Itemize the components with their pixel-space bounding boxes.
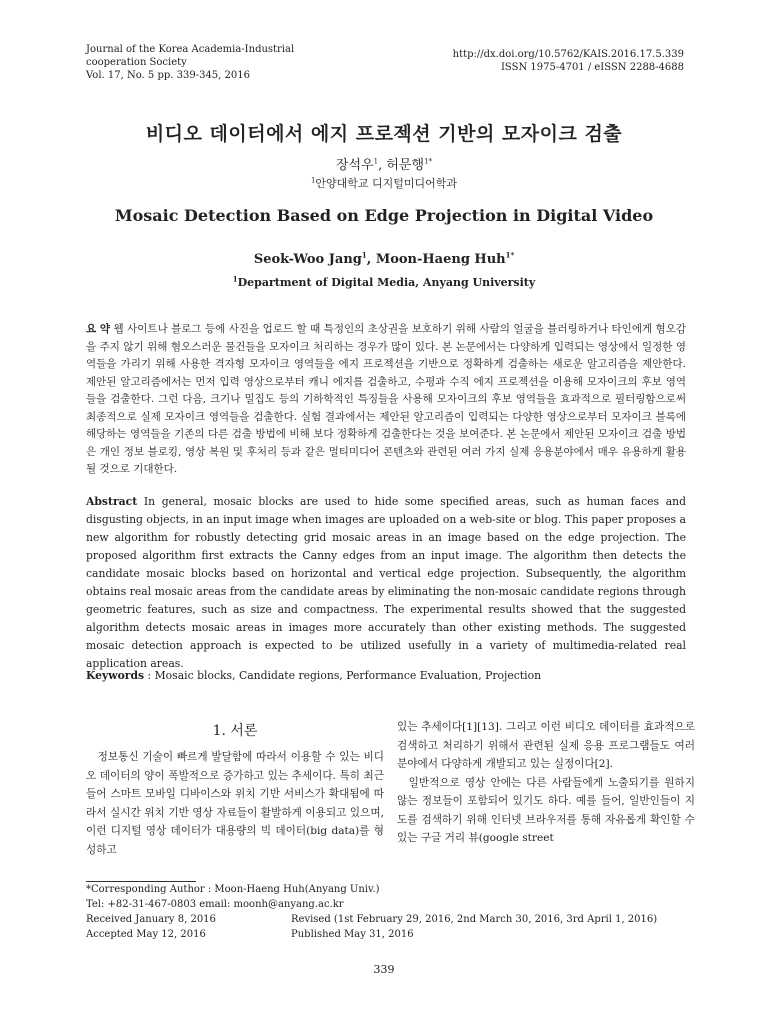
keywords-label: Keywords <box>86 669 145 682</box>
author1-en: Seok-Woo Jang <box>253 252 362 267</box>
title-korean: 비디오 데이터에서 에지 프로젝션 기반의 모자이크 검출 <box>145 123 623 145</box>
footnote-divider <box>86 881 196 882</box>
journal-name-line2: cooperation Society <box>86 57 187 68</box>
doi-link[interactable]: http://dx.doi.org/10.5762/KAIS.2016.17.5.339 <box>452 49 684 60</box>
abstract-ko-text: 웹 사이트나 블로그 등에 사진을 업로드 할 때 특정인의 초상권을 보호하기 위해 사람의 얼굴을 블러링하거나 타인에게 혐오감을 주지 않기 위해 혐오스러운 물건들을 모자이크 처리하는 경우가 많이 있다. 본 논문에서는 다양하게 입력되는 영상에서 일정한 영역들을 가리기 위해 사용한 격자형 모자이크 영역들을 에지 프로젝션을 기반으로 정확하게 검출하는 새로운 알고리즘을 제안한다. 제안된 알고리즘에서는 먼저 입력 영상으로부터 캐니 에지를 검출하고, 수평과 수직 에지 프로젝션을 이용해 모자이크의 후보 영역들을 검출한다. 그런 다음, 크기나 밀집도 등의 기하학적인 특징들을 사용해 모자이크의 후보 영역들을 효과적으로 필터링함으로써 최종적으로 실제 모자이크 영역들을 검출한다. 실험 결과에서는 제안된 알고리즘이 입력되는 다양한 영상으로부터 모자이크 블록에 해당하는 영역들을 기존의 다른 검출 방법에 비해 보다 정확하게 검출한다는 것을 보여준다. 본 논문에서 제안된 모자이크 검출 방법은 개인 정보 블로킹, 영상 복원 및 후처리 등과 같은 멀티미디어 콘텐츠와 관련된 여러 가지 실제 응용분야에서 매우 유용하게 활용될 것으로 기대한다. <box>86 323 686 475</box>
affil-en-sup: 1 <box>232 274 238 284</box>
body-paragraph: 있는 추세이다[1][13]. 그리고 이런 비디오 데이터를 효과적으로 검색하고 처리하기 위해서 관련된 실제 응용 프로그램들도 여러 분야에서 다양하게 개발되고 있는 실정이다[2]. <box>397 721 695 770</box>
author1-en-sup: 1 <box>361 250 367 260</box>
affiliation-korean <box>0 175 768 191</box>
footnote-dates-2 <box>86 928 706 941</box>
affil-ko-sup: 1 <box>310 176 316 185</box>
doi-info <box>364 48 684 74</box>
author2-en: Moon-Haeng Huh <box>375 252 506 267</box>
published-date: Published May 31, 2016 <box>291 929 414 940</box>
author1-ko: 장석우 <box>335 158 374 173</box>
title-english: Mosaic Detection Based on Edge Projection in Digital Video <box>114 206 654 225</box>
received-date: Received January 8, 2016 <box>86 914 216 925</box>
footnote-dates-1 <box>86 913 706 926</box>
keywords <box>86 667 686 685</box>
body-column-left <box>86 748 384 859</box>
authors-english <box>0 252 768 267</box>
footnote-corresponding: *Corresponding Author : Moon-Haeng Huh(Anyang Univ.) <box>86 884 380 895</box>
footnote-contact: Tel: +82-31-467-0803 email: moonh@anyang.ac.kr <box>86 899 344 910</box>
affiliation-english <box>0 276 768 289</box>
author-sep-en: , <box>366 252 376 267</box>
journal-info <box>86 43 386 82</box>
revised-date: Revised (1st February 29, 2016, 2nd March 30, 2016, 3rd April 1, 2016) <box>291 914 658 925</box>
abstract-korean <box>86 321 686 479</box>
affil-ko-text: 안양대학교 디지털미디어학과 <box>315 177 458 190</box>
body-column-right <box>397 718 695 848</box>
abstract-en-label: Abstract <box>86 495 138 508</box>
body-paragraph: 일반적으로 영상 안에는 다른 사람들에게 노출되기를 원하지 않는 정보들이 포함되어 있기도 하다. 예를 들어, 일반인들이 지도를 검색하기 위해 인터넷 브라우저를 통해 자유롭게 확인할 수 있는 구글 거리 뷰(google street <box>397 776 695 844</box>
keywords-text: : Mosaic blocks, Candidate regions, Performance Evaluation, Projection <box>147 669 542 682</box>
author2-ko-sup: 1* <box>424 157 433 166</box>
author2-ko: 허문행 <box>386 158 425 173</box>
journal-name-line1: Journal of the Korea Academia-Industrial <box>86 44 295 55</box>
abstract-english <box>86 493 686 673</box>
page-number: 339 <box>373 963 395 976</box>
abstract-ko-label: 요 약 <box>86 323 111 335</box>
author-sep-ko: , <box>378 158 387 173</box>
author1-ko-sup: 1 <box>373 157 379 166</box>
section-heading-intro: 1. 서론 <box>212 723 258 739</box>
journal-volume: Vol. 17, No. 5 pp. 339-345, 2016 <box>86 70 250 81</box>
accepted-date: Accepted May 12, 2016 <box>86 929 206 940</box>
author2-en-sup: 1* <box>505 250 515 260</box>
abstract-en-text: In general, mosaic blocks are used to hide some specified areas, such as human faces and disgusting objects, in an input image when images are uploaded on a web-site or blog. This paper proposes a new algorithm for robustly detecting grid mosaic areas in an image based on the edge projection. The proposed algorithm first extracts the Canny edges from an input image. The algorithm then detects the candidate mosaic blocks based on horizontal and vertical edge projection. Subsequently, the algorithm obtains real mosaic areas from the candidate areas by eliminating the non-mosaic candidate regions through geometric features, such as size and compactness. The experimental results showed that the suggested algorithm detects mosaic areas in images more accurately than other existing methods. The suggested mosaic detection approach is expected to be utilized usefully in a variety of multimedia-related real application areas. <box>86 495 686 670</box>
affil-en-text: Department of Digital Media, Anyang University <box>237 276 536 289</box>
authors-korean <box>0 154 768 173</box>
issn: ISSN 1975-4701 / eISSN 2288-4688 <box>500 62 684 73</box>
body-paragraph: 정보통신 기술이 빠르게 발달함에 따라서 이용할 수 있는 비디오 데이터의 양이 폭발적으로 증가하고 있는 추세이다. 특히 최근 들어 스마트 모바일 디바이스와 위치 기반 서비스가 확대됨에 따라서 실시간 위치 기반 영상 자료들이 활발하게 이용되고 있으며, 이런 디지털 영상 데이터가 대용량의 빅 데이터(big data)를 형성하고 <box>86 751 384 856</box>
